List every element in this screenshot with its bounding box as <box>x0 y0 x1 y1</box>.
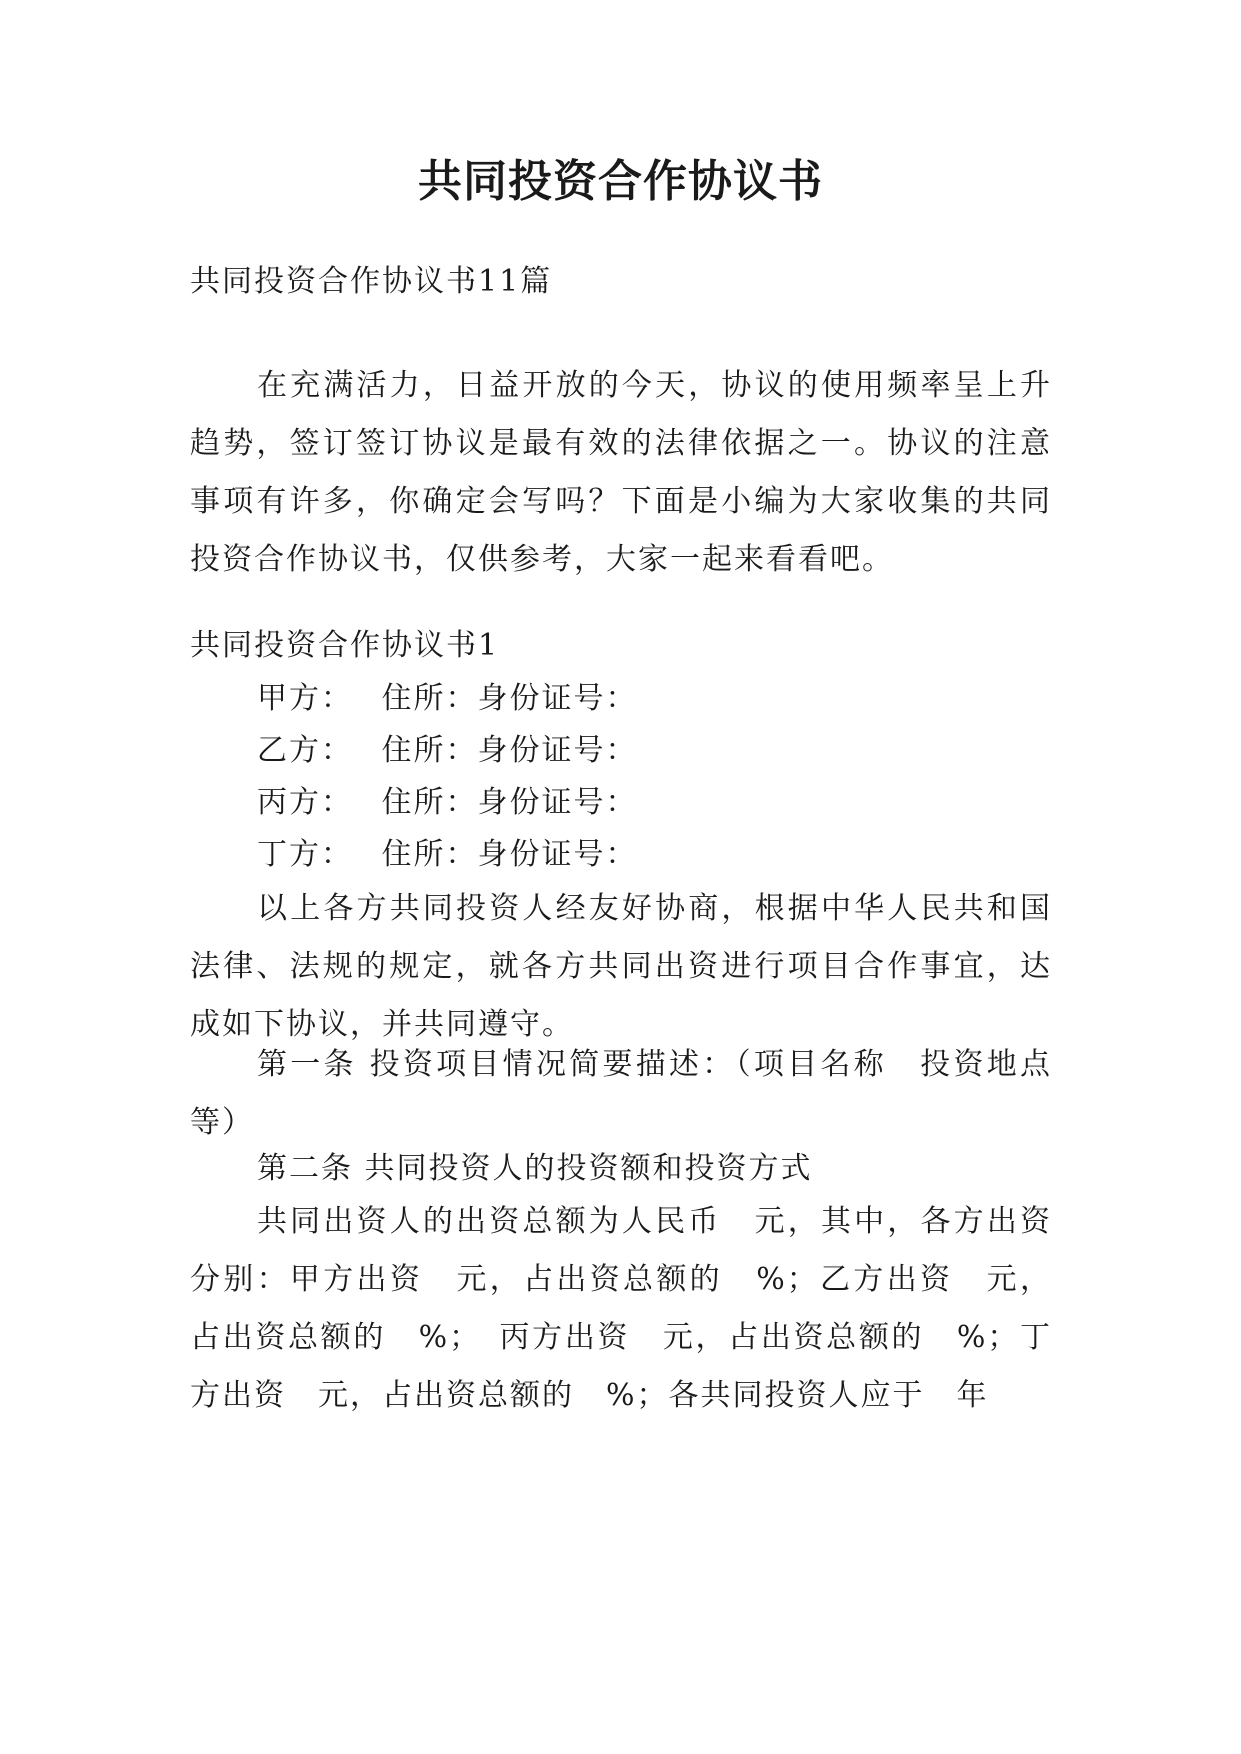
intro-paragraph: 在充满活力，日益开放的今天，协议的使用频率呈上升趋势，签订签订协议是最有效的法律依据之一。协议的注意事项有许多，你确定会写吗？下面是小编为大家收集的共同投资合作协议书，仅供参考，大家一起来看看吧。 <box>190 368 1052 577</box>
party-line-ding: 丁方： 住所：身份证号： <box>257 837 638 872</box>
document-subtitle: 共同投资合作协议书11篇 <box>190 264 553 299</box>
document-title: 共同投资合作协议书 <box>418 156 823 207</box>
article-2-body: 共同出资人的出资总额为人民币 元，其中，各方出资分别：甲方出资 元，占出资总额的 %；乙方出资 元，占出资总额的 %； 丙方出资 元，占出资总额的 %；丁方出资 元，占出资总额的 %；各共同投资人应于 年 <box>190 1204 1052 1413</box>
article-2-heading: 第二条 共同投资人的投资额和投资方式 <box>257 1151 813 1186</box>
article-1: 第一条 投资项目情况简要描述：（项目名称 投资地点等） <box>190 1047 1052 1140</box>
section-heading: 共同投资合作协议书1 <box>190 628 500 663</box>
party-line-bing: 丙方： 住所：身份证号： <box>257 785 638 820</box>
preamble-paragraph: 以上各方共同投资人经友好协商，根据中华人民共和国法律、法规的规定，就各方共同出资进行项目合作事宜，达成如下协议，并共同遵守。 <box>190 891 1052 1042</box>
party-line-jia: 甲方： 住所：身份证号： <box>257 681 638 716</box>
party-line-yi: 乙方： 住所：身份证号： <box>257 733 638 768</box>
